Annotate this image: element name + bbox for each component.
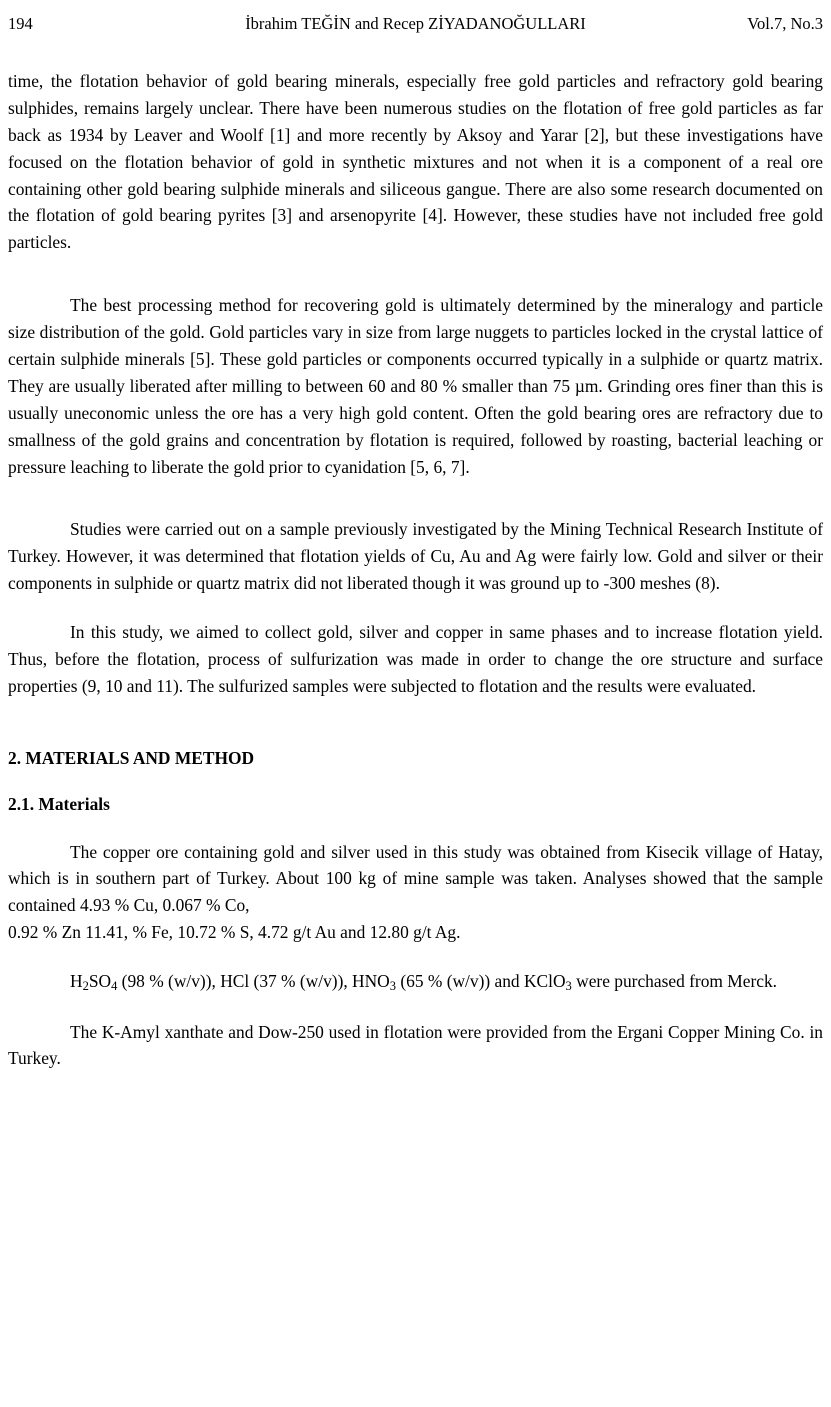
chemical-text-1: (98 % (w/v)), HCl (37 % (w/v)), HNO	[117, 971, 390, 992]
chemical-h-sub: 2	[82, 979, 89, 994]
paragraph-copper-ore-line2: 0.92 % Zn 11.41, % Fe, 10.72 % S, 4.72 g/t Au and 12.80 g/t Ag.	[8, 922, 461, 943]
chemical-h: H	[70, 971, 83, 992]
chemical-kclo-sub: 3	[565, 979, 572, 994]
paragraph-spacer	[8, 946, 823, 968]
chemical-text-3: were purchased from Merck.	[571, 971, 778, 992]
paragraph-processing-method: The best processing method for recovering gold is ultimately determined by the mineralogy and particle size distribution of the gold. Gold particles vary in size from large nuggets to particles locked in the crystal lattice of certain sulphide minerals [5]. These gold particles or components occurred typically in a sulphide or quartz matrix. They are usually liberated after milling to between 60 and 80 % smaller than 75 µm. Grinding ores finer than this is usually uneconomic unless the ore has a very high gold content. Often the gold bearing ores are refractory due to smallness of the gold grains and concentration by flotation is required, followed by roasting, bacterial leaching or pressure leaching to liberate the gold prior to cyanidation [5, 6, 7].	[8, 295, 823, 477]
header-authors: İbrahim TEĞİN and Recep ZİYADANOĞULLARI	[245, 14, 586, 33]
chemical-so-sub: 4	[111, 979, 118, 994]
paragraph-reagents: The K-Amyl xanthate and Dow-250 used in flotation were provided from the Ergani Copper Mining Co. in Turkey.	[8, 1021, 823, 1069]
paragraph-copper-ore: The copper ore containing gold and silver used in this study was obtained from Kisecik village of Hatay, which is in southern part of Turkey. About 100 kg of mine sample was taken. Analyses showed that the sample contained 4.93 % Cu, 0.067 % Co,	[8, 841, 823, 916]
chemical-so: SO	[88, 971, 112, 992]
paragraph-continuation: time, the flotation behavior of gold bearing minerals, especially free gold particles and refractory gold bearing sulphides, remains largely unclear. There have been numerous studies on the flotation of free gold particles as far back as 1934 by Leaver and Woolf [1] and more recently by Aksoy and Yarar [2], but these investigations have focused on the flotation behavior of gold in synthetic mixtures and not when it is a component of a real ore containing other gold bearing sulphide minerals and siliceous gangue. There are also some research documented on the flotation of gold bearing pyrites [3] and arsenopyrite [4]. However, these studies have not included free gold particles.	[8, 71, 823, 253]
section-spacer	[8, 700, 823, 746]
heading-spacer	[8, 817, 823, 839]
paragraph-spacer	[8, 997, 823, 1019]
header-page-number: 194	[8, 14, 33, 33]
chemical-text-2: (65 % (w/v)) and KClO	[396, 971, 566, 992]
section-heading-materials-and-method: 2. MATERIALS AND METHOD	[8, 747, 255, 768]
chemical-hno-sub: 3	[389, 979, 396, 994]
page-content	[6, 68, 825, 1072]
subsection-heading-materials: 2.1. Materials	[8, 794, 110, 815]
paragraph-spacer	[8, 597, 823, 619]
paragraph-spacer	[8, 256, 823, 292]
header-issue: Vol.7, No.3	[747, 14, 823, 33]
paragraph-this-study: In this study, we aimed to collect gold, silver and copper in same phases and to increase flotation yield. Thus, before the flotation, process of sulfurization was made in order to change the ore structure and surface properties (9, 10 and 11). The sulfurized samples were subjected to flotation and the results were evaluated.	[8, 622, 823, 696]
paragraph-spacer	[8, 480, 823, 516]
paragraph-chemicals	[8, 968, 823, 996]
heading-spacer	[8, 770, 823, 792]
paragraph-studies-sample: Studies were carried out on a sample previously investigated by the Mining Technical Research Institute of Turkey. However, it was determined that flotation yields of Cu, Au and Ag were fairly low. Gold and silver or their components in sulphide or quartz matrix did not liberated though it was ground up to -300 meshes (8).	[8, 519, 823, 594]
page-header	[6, 14, 825, 34]
